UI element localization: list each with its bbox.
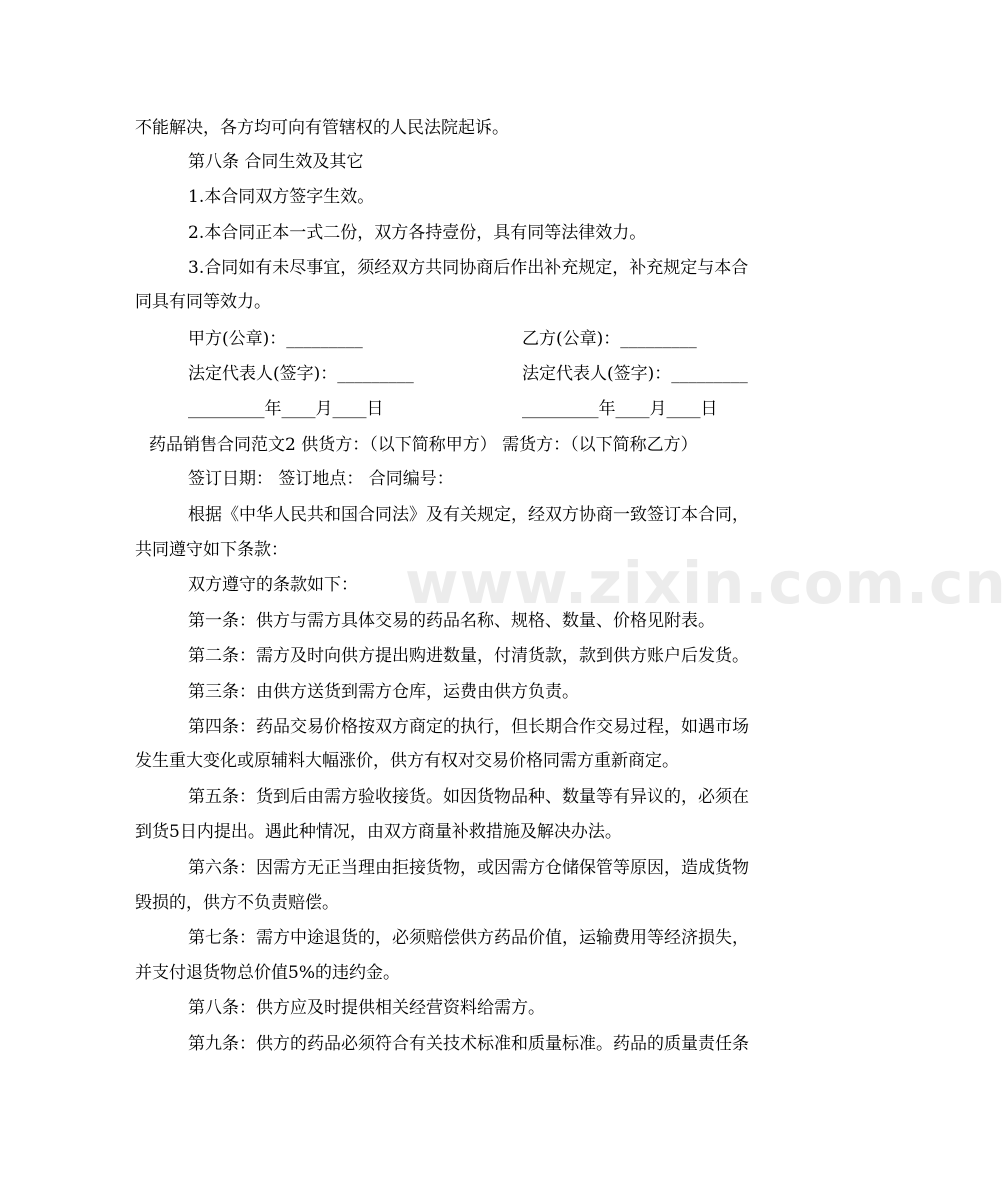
paragraph-line: 双方遵守的条款如下：	[188, 575, 358, 595]
clause-line: 第一条：供方与需方具体交易的药品名称、规格、数量、价格见附表。	[188, 611, 715, 631]
paragraph-line: 2.本合同正本一式二份，双方各持壹份，具有同等法律效力。	[188, 223, 647, 243]
contract-info-line: 签订日期： 签订地点： 合同编号：	[188, 469, 454, 489]
paragraph-line: 共同遵守如下条款：	[135, 540, 288, 560]
clause-line: 第六条：因需方无正当理由拒接货物，或因需方仓储保管等原因，造成货物	[188, 858, 749, 878]
party-a-seal-field: 甲方(公章)：_________	[188, 329, 363, 349]
watermark: www.zixin.com.cn	[405, 549, 1007, 617]
party-b-rep-field: 法定代表人(签字)：_________	[522, 364, 748, 384]
contract-title-line: 药品销售合同范文2 供货方：（以下简称甲方） 需货方：（以下简称乙方）	[149, 435, 698, 455]
clause-line: 第四条：药品交易价格按双方商定的执行，但长期合作交易过程，如遇市场	[188, 717, 749, 737]
clause-line: 发生重大变化或原辅料大幅涨价，供方有权对交易价格同需方重新商定。	[135, 751, 679, 771]
paragraph-line: 同具有同等效力。	[135, 292, 271, 312]
paragraph-line: 根据《中华人民共和国合同法》及有关规定，经双方协商一致签订本合同，	[188, 505, 749, 525]
section-heading: 第八条 合同生效及其它	[188, 152, 364, 172]
paragraph-line: 3.合同如有未尽事宜，须经双方共同协商后作出补充规定，补充规定与本合	[188, 258, 749, 278]
party-b-seal-field: 乙方(公章)：_________	[522, 329, 697, 349]
party-a-date-field: _________年____月____日	[188, 399, 384, 419]
party-a-rep-field: 法定代表人(签字)：_________	[188, 364, 414, 384]
paragraph-line: 1.本合同双方签字生效。	[188, 187, 375, 207]
clause-line: 第二条：需方及时向供方提出购进数量，付清货款，款到供方账户后发货。	[188, 646, 749, 666]
clause-line: 第三条：由供方送货到需方仓库，运费由供方负责。	[188, 682, 579, 702]
clause-line: 并支付退货物总价值5%的违约金。	[135, 963, 400, 983]
paragraph-line: 不能解决，各方均可向有管辖权的人民法院起诉。	[135, 118, 509, 138]
clause-line: 第八条：供方应及时提供相关经营资料给需方。	[188, 998, 545, 1018]
clause-line: 第五条：货到后由需方验收接货。如因货物品种、数量等有异议的，必须在	[188, 787, 749, 807]
clause-line: 第七条：需方中途退货的，必须赔偿供方药品价值，运输费用等经济损失，	[188, 928, 749, 948]
clause-line: 毁损的，供方不负责赔偿。	[135, 893, 339, 913]
clause-line: 第九条：供方的药品必须符合有关技术标准和质量标准。药品的质量责任条	[188, 1034, 749, 1054]
party-b-date-field: _________年____月____日	[522, 399, 718, 419]
clause-line: 到货5日内提出。遇此种情况，由双方商量补救措施及解决办法。	[135, 822, 622, 842]
